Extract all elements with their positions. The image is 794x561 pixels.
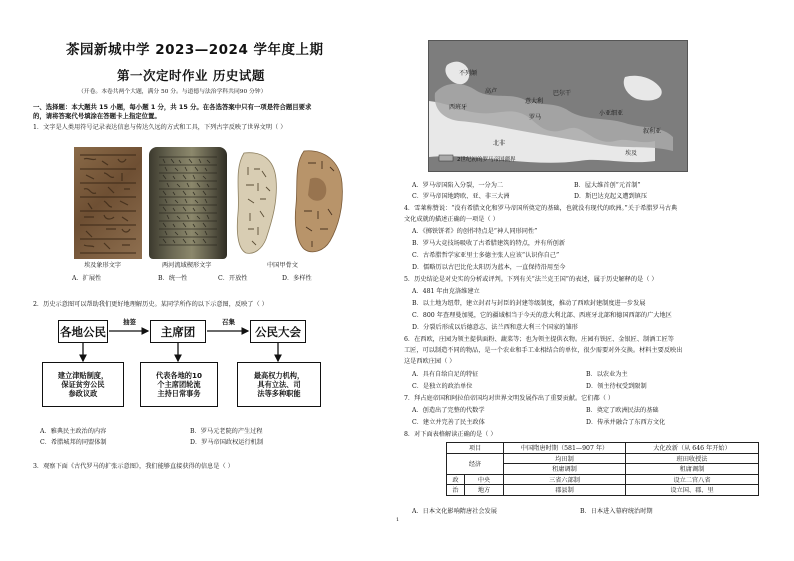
allowance-line-2: 保证贫穷公民 (61, 380, 105, 389)
section-intro-2: 的，请将答案代号填涂在答题卡上指定位置。 (33, 112, 161, 120)
q5-option-a[interactable]: A．481 年由克洛维建立 (412, 288, 480, 295)
q3-option-b[interactable]: B．屋大维首创“元首制” (574, 182, 641, 189)
q5-option-c[interactable]: C．800 年查理曼加冕，它的疆域相当于今天的意大利北部、西班牙北部和德国西部的广大地区 (412, 312, 672, 319)
q1-option-c[interactable]: C．开放性 (218, 275, 248, 282)
box-allowance (42, 362, 124, 407)
table-politics-label-2: 治 (447, 485, 465, 496)
q2-option-a[interactable]: A．雅典民主政治的内容 (40, 428, 107, 435)
table-row (447, 485, 759, 496)
map-label-rome: 罗马 (529, 114, 542, 121)
table-row (447, 453, 759, 464)
caption-egyptian: 埃及象形文字 (84, 262, 122, 269)
table-cell: 三省六部制 (504, 474, 626, 485)
q7-stem: 7．拜占庭帝国和阿拉伯帝国均对世界文明发展作出了重要贡献。它们都（ ） (404, 395, 615, 402)
q5-option-b[interactable]: B．以土地为纽带，建立封君与封臣的封建等级制度，推动了西欧封建制度进一步发展 (412, 300, 646, 307)
map-label-italy: 意大利 (525, 98, 544, 105)
table-local-label: 地方 (465, 485, 504, 496)
label-convene: 召集 (222, 318, 235, 326)
q4-stem-2: 文化成就的描述正确的一项是（ ） (404, 216, 499, 223)
power-line-2: 具有立法、司 (257, 380, 301, 389)
q1-stem: 1．文字是人类用符号记录表达信息与传达久远的方式和工具，下列古字反映了世界文明（ ） (33, 124, 287, 131)
q1-option-b[interactable]: B．统一性 (158, 275, 188, 282)
table-row (447, 443, 759, 454)
q4-option-b[interactable]: B．罗马大竞技场吸收了古希腊建筑的特点，并有所创新 (412, 240, 566, 247)
table-cell: 设立二官八省 (626, 474, 759, 485)
box-daily-affairs (140, 362, 218, 407)
q6-stem-3: 这是西欧庄园（ ） (404, 358, 456, 365)
q4-option-d[interactable]: D．儒略历以古巴比伦太阳历为蓝本，一直保持沿用至今 (412, 264, 566, 271)
caption-cuneiform: 两河流域楔形文字 (162, 262, 212, 269)
table-header-japan: 大化改新（从 646 年开始） (626, 443, 759, 454)
q3-stem: 3．观察下面《古代罗马的扩张示意图》，我们能够直接获得的信息是（ ） (33, 463, 234, 470)
q2-option-c[interactable]: C．希腊城邦的同盟体制 (40, 439, 107, 446)
table-politics-label-1: 政 (447, 474, 465, 485)
page-number: 1 (396, 517, 400, 523)
q6-option-a[interactable]: A．具有自给自足的特征 (412, 371, 479, 378)
q6-option-b[interactable]: B．以农业为主 (586, 371, 628, 378)
exam-title: 第一次定时作业 历史试题 (117, 68, 265, 83)
map-legend: 2世纪初的罗马帝国疆界 (457, 157, 516, 163)
oracle-bone-image-1 (232, 149, 282, 257)
cuneiform-pattern (149, 147, 227, 259)
daily-line-1: 代表各地的10 (156, 371, 202, 380)
q8-stem: 8．对下面表格解读正确的是（ ） (404, 431, 497, 438)
table-cell: 租庸调制 (504, 464, 626, 475)
oracle-bone-image-2 (290, 149, 346, 257)
oracle-bone-shape-1 (232, 149, 282, 257)
map-label-britain: 不列颠 (459, 70, 478, 77)
exam-note: （开卷。本卷共两个大题，满分 50 分。与道德与法治学科共同90 分钟） (78, 89, 267, 95)
caption-oracle: 中国甲骨文 (267, 262, 298, 269)
section-intro: 一、选择题：本大题共 15 小题，每小题 1 分，共 15 分。在各选答案中只有一项是符合题目要求 (33, 103, 312, 111)
q2-option-d[interactable]: D．罗马帝国政权运行机制 (190, 439, 264, 446)
legend-swatch (439, 155, 453, 161)
map-label-balkans: 巴尔干 (553, 90, 572, 97)
map-label-north-africa: 北非 (493, 140, 506, 147)
box-local-citizens: 各地公民 (58, 320, 108, 343)
q6-stem-2: 工匠，可以制造不同的物品，是一个农业和手工业相结合的单位，很少需要对外交换。材料主要反映出 (404, 347, 683, 354)
box-presidium: 主席团 (150, 320, 206, 343)
map-drawing (429, 41, 688, 172)
q3-option-a[interactable]: A．罗马帝国陷入分裂，一分为二 (412, 182, 504, 189)
q1-option-d[interactable]: D．多样性 (282, 275, 312, 282)
table-cell: 班田收授法 (626, 453, 759, 464)
daily-line-2: 个主席团轮流 (157, 380, 201, 389)
q2-stem: 2．历史示意图可以帮助我们更好地理解历史。某同学所作的以下示意图，反映了（ ） (33, 301, 268, 308)
power-line-3: 法等多种职能 (257, 389, 301, 398)
q2-option-b[interactable]: B．罗马元老院的产生过程 (190, 428, 263, 435)
q4-option-a[interactable]: A．《掷铁饼者》的创作特点是“神人同形同性” (412, 228, 538, 235)
daily-line-3: 主持日常事务 (157, 389, 201, 398)
table-row (447, 474, 759, 485)
school-title: 茶园新城中学 2023—2024 学年度上期 (66, 42, 324, 58)
q6-option-d[interactable]: D．领主待权受到限制 (586, 383, 647, 390)
q5-stem: 5．历史结论是对史实的分析或评判。下列有关“法兰克王国”的表述，属于历史解释的是（ ） (404, 276, 658, 283)
q6-stem: 6．在西欧，庄园为领主提供面粉、蔬菜等；也为领主提供衣物。庄园有铁匠、金银匠、制酒工匠等 (404, 336, 674, 343)
table-header-item: 项目 (447, 443, 504, 454)
oracle-bone-shape-2 (290, 149, 346, 257)
map-label-egypt: 埃及 (625, 150, 638, 157)
box-supreme-power (237, 362, 321, 407)
map-label-syria: 叙利亚 (643, 128, 662, 135)
egyptian-hieroglyph-image (74, 147, 142, 259)
box-citizens-assembly: 公民大会 (250, 320, 306, 343)
q6-option-c[interactable]: C．是独立的政治单位 (412, 383, 473, 390)
table-header-china: 中国隋唐时期（581—907 年） (504, 443, 626, 454)
map-label-asia-minor: 小亚细亚 (599, 110, 624, 117)
map-label-gaul: 高卢 (485, 88, 498, 95)
q3-option-d[interactable]: D．斯巴达克起义遭到镇压 (574, 193, 648, 200)
q7-option-b[interactable]: B．奠定了欧洲民法的基础 (586, 407, 659, 414)
power-line-1: 最高权力机构， (253, 371, 305, 380)
table-economy-label: 经济 (447, 453, 504, 474)
q1-option-a[interactable]: A．扩展性 (72, 275, 102, 282)
table-cell: 均田制 (504, 453, 626, 464)
map-label-spain: 西班牙 (449, 104, 468, 111)
table-central-label: 中央 (465, 474, 504, 485)
table-cell: 郡县制 (504, 485, 626, 496)
q8-option-a[interactable]: A．日本文化影响隋唐社会发展 (412, 508, 497, 515)
q8-comparison-table (446, 442, 759, 496)
q7-option-c[interactable]: C．建立并完善了民主政体 (412, 419, 485, 426)
q3-option-c[interactable]: C．罗马帝国地跨欧、亚、非三大洲 (412, 193, 510, 200)
table-cell: 设立国、郡、里 (626, 485, 759, 496)
allowance-line-1: 建立津贴制度， (57, 371, 109, 380)
roman-expansion-map (428, 40, 688, 172)
table-cell: 租庸调制 (626, 464, 759, 475)
label-lottery: 抽签 (123, 318, 136, 326)
allowance-line-3: 参政议政 (68, 389, 98, 398)
q7-option-a[interactable]: A．创造出了完整的代数学 (412, 407, 485, 414)
q4-stem: 4．雪莱称赞说：“没有希腊文化和罗马帝国所奠定的基础，也就没有现代的欧洲。”关于希腊罗马古典 (404, 205, 678, 212)
q8-option-b[interactable]: B．日本进入幕府统治时期 (580, 508, 653, 515)
q4-option-c[interactable]: C．古希腊哲学家亚里士多德主张人应该“认识你自己” (412, 252, 560, 259)
q5-option-d[interactable]: D．分裂后形成以后德意志、法兰西和意大利三个国家的雏形 (412, 324, 578, 331)
q7-option-d[interactable]: D．传承并融合了东西方文化 (586, 419, 666, 426)
hieroglyph-pattern (74, 147, 142, 259)
cuneiform-cylinder-image (149, 147, 227, 259)
